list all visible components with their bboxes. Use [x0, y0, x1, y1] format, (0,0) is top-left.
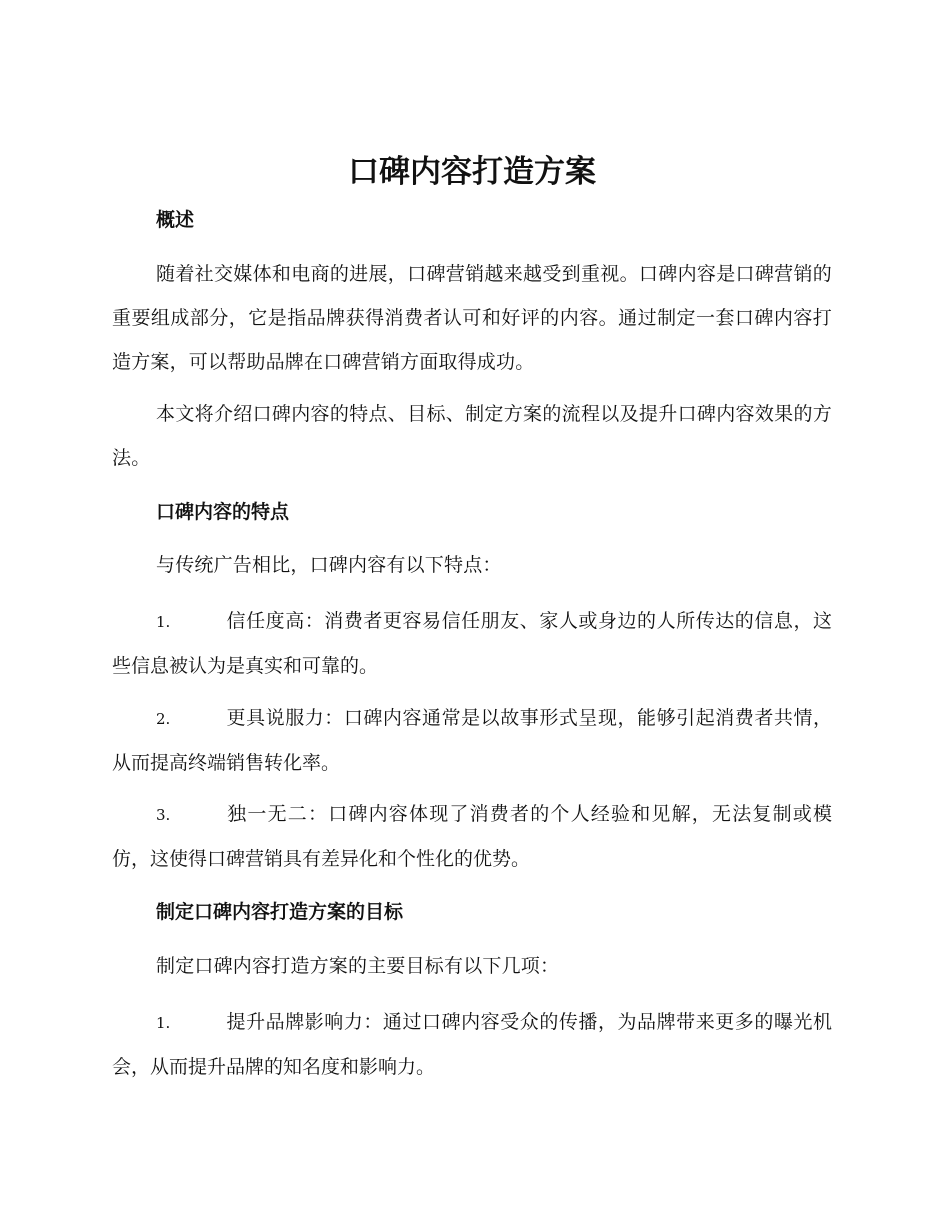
- list-item-text: 提升品牌影响力：通过口碑内容受众的传播，为品牌带来更多的曝光机会，从而提升品牌的知名度和影响力。: [112, 1011, 832, 1078]
- features-list-item-3: [112, 792, 832, 881]
- list-number: 2.: [156, 710, 171, 728]
- overview-paragraph-1: 随着社交媒体和电商的进展，口碑营销越来越受到重视。口碑内容是口碑营销的重要组成部分，它是指品牌获得消费者认可和好评的内容。通过制定一套口碑内容打造方案，可以帮助品牌在口碑营销方面取得成功。: [112, 263, 832, 373]
- features-list-item-2: [112, 696, 832, 785]
- list-item-text: 信任度高：消费者更容易信任朋友、家人或身边的人所传达的信息，这些信息被认为是真实和可靠的。: [112, 610, 832, 677]
- list-item-text: 更具说服力：口碑内容通常是以故事形式呈现，能够引起消费者共情，从而提高终端销售转化率。: [112, 707, 832, 774]
- section-heading-overview: 概述: [156, 209, 195, 231]
- features-intro: 与传统广告相比，口碑内容有以下特点：: [156, 554, 502, 576]
- features-list-item-1: [112, 599, 832, 688]
- overview-paragraph-2: 本文将介绍口碑内容的特点、目标、制定方案的流程以及提升口碑内容效果的方法。: [112, 403, 832, 469]
- list-number: 3.: [156, 806, 171, 824]
- goals-list-item-1: [112, 1000, 832, 1089]
- goals-intro: 制定口碑内容打造方案的主要目标有以下几项：: [156, 955, 560, 977]
- list-number: 1.: [156, 1014, 171, 1032]
- document-title: 口碑内容打造方案: [348, 154, 596, 190]
- section-heading-goals: 制定口碑内容打造方案的目标: [156, 901, 404, 923]
- list-number: 1.: [156, 613, 171, 631]
- list-item-text: 独一无二：口碑内容体现了消费者的个人经验和见解，无法复制或模仿，这使得口碑营销具有差异化和个性化的优势。: [112, 803, 832, 870]
- section-heading-features: 口碑内容的特点: [156, 501, 290, 523]
